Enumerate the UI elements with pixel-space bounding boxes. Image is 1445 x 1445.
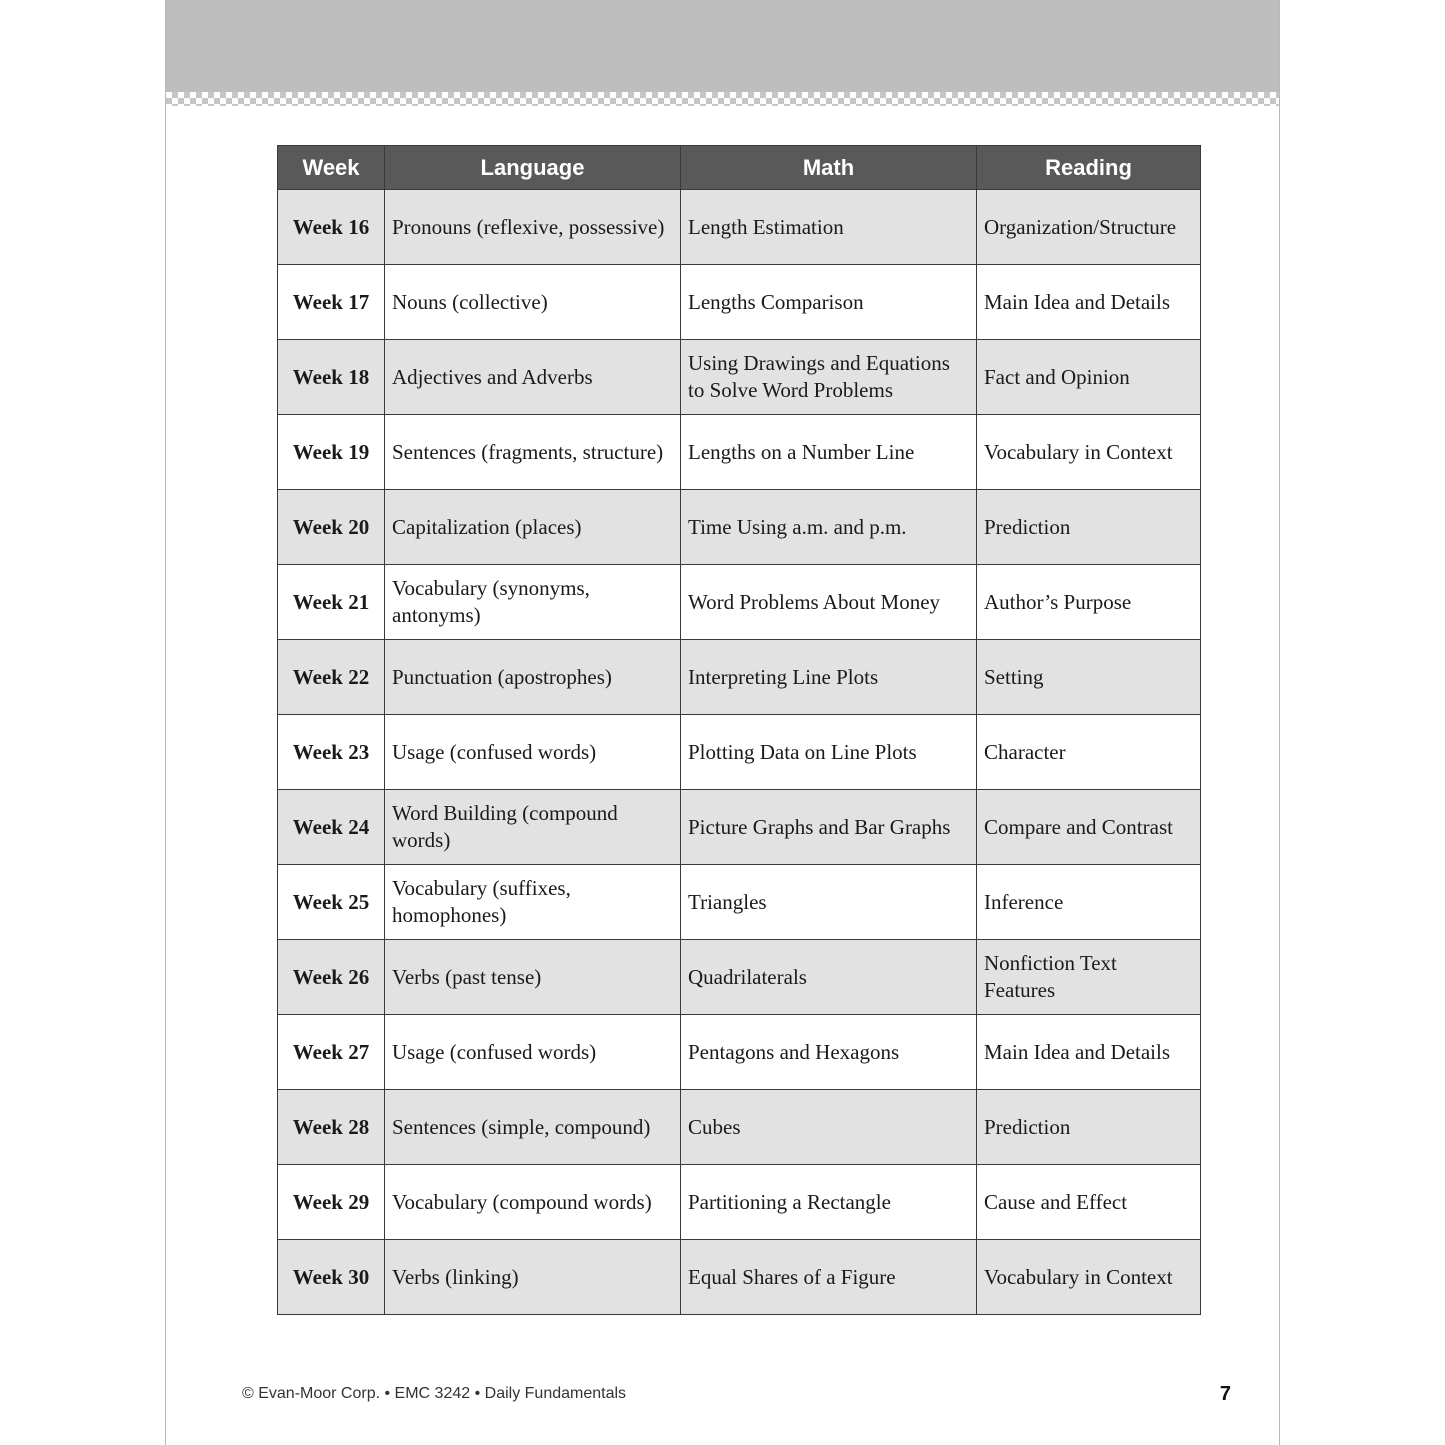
reading-cell: Setting xyxy=(977,640,1201,715)
language-cell: Word Building (compound words) xyxy=(385,790,681,865)
reading-cell: Fact and Opinion xyxy=(977,340,1201,415)
math-cell: Lengths Comparison xyxy=(681,265,977,340)
week-cell: Week 18 xyxy=(278,340,385,415)
reading-cell: Character xyxy=(977,715,1201,790)
math-cell: Plotting Data on Line Plots xyxy=(681,715,977,790)
header-week: Week xyxy=(278,146,385,190)
table-row xyxy=(278,715,1201,790)
language-cell: Capitalization (places) xyxy=(385,490,681,565)
math-cell: Picture Graphs and Bar Graphs xyxy=(681,790,977,865)
week-cell: Week 17 xyxy=(278,265,385,340)
reading-cell: Inference xyxy=(977,865,1201,940)
page-number: 7 xyxy=(1219,1383,1231,1405)
table-row xyxy=(278,640,1201,715)
language-cell: Vocabulary (compound words) xyxy=(385,1165,681,1240)
table-row xyxy=(278,490,1201,565)
language-cell: Verbs (linking) xyxy=(385,1240,681,1315)
language-cell: Adjectives and Adverbs xyxy=(385,340,681,415)
table-row xyxy=(278,190,1201,265)
week-cell: Week 24 xyxy=(278,790,385,865)
math-cell: Interpreting Line Plots xyxy=(681,640,977,715)
table-row xyxy=(278,1240,1201,1315)
language-cell: Verbs (past tense) xyxy=(385,940,681,1015)
week-cell: Week 28 xyxy=(278,1090,385,1165)
table-row xyxy=(278,265,1201,340)
language-cell: Punctuation (apostrophes) xyxy=(385,640,681,715)
week-cell: Week 20 xyxy=(278,490,385,565)
language-cell: Sentences (simple, compound) xyxy=(385,1090,681,1165)
decorative-pattern-border xyxy=(166,92,1279,106)
week-cell: Week 27 xyxy=(278,1015,385,1090)
language-cell: Usage (confused words) xyxy=(385,1015,681,1090)
reading-cell: Nonfiction Text Features xyxy=(977,940,1201,1015)
reading-cell: Vocabulary in Context xyxy=(977,1240,1201,1315)
math-cell: Quadrilaterals xyxy=(681,940,977,1015)
table-row xyxy=(278,1015,1201,1090)
table-row xyxy=(278,340,1201,415)
table-row xyxy=(278,790,1201,865)
math-cell: Pentagons and Hexagons xyxy=(681,1015,977,1090)
math-cell: Equal Shares of a Figure xyxy=(681,1240,977,1315)
table-header-row xyxy=(278,146,1201,190)
week-cell: Week 16 xyxy=(278,190,385,265)
week-cell: Week 22 xyxy=(278,640,385,715)
language-cell: Sentences (fragments, structure) xyxy=(385,415,681,490)
reading-cell: Main Idea and Details xyxy=(977,1015,1201,1090)
table-row xyxy=(278,1165,1201,1240)
week-cell: Week 19 xyxy=(278,415,385,490)
table-body xyxy=(278,190,1201,1315)
table-row xyxy=(278,865,1201,940)
week-cell: Week 25 xyxy=(278,865,385,940)
reading-cell: Main Idea and Details xyxy=(977,265,1201,340)
math-cell: Length Estimation xyxy=(681,190,977,265)
weekly-skills-table xyxy=(277,145,1201,1315)
math-cell: Time Using a.m. and p.m. xyxy=(681,490,977,565)
language-cell: Vocabulary (synonyms, antonyms) xyxy=(385,565,681,640)
math-cell: Using Drawings and Equations to Solve Word Problems xyxy=(681,340,977,415)
table-row xyxy=(278,1090,1201,1165)
language-cell: Nouns (collective) xyxy=(385,265,681,340)
week-cell: Week 30 xyxy=(278,1240,385,1315)
language-cell: Vocabulary (suffixes, homophones) xyxy=(385,865,681,940)
reading-cell: Organization/Structure xyxy=(977,190,1201,265)
reading-cell: Vocabulary in Context xyxy=(977,415,1201,490)
math-cell: Lengths on a Number Line xyxy=(681,415,977,490)
table-row xyxy=(278,940,1201,1015)
reading-cell: Prediction xyxy=(977,490,1201,565)
reading-cell: Prediction xyxy=(977,1090,1201,1165)
math-cell: Word Problems About Money xyxy=(681,565,977,640)
math-cell: Triangles xyxy=(681,865,977,940)
table-row xyxy=(278,415,1201,490)
header-band xyxy=(166,0,1279,92)
footer-copyright: © Evan-Moor Corp. • EMC 3242 • Daily Fundamentals xyxy=(242,1385,627,1402)
header-math: Math xyxy=(681,146,977,190)
week-cell: Week 23 xyxy=(278,715,385,790)
header-language: Language xyxy=(385,146,681,190)
reading-cell: Compare and Contrast xyxy=(977,790,1201,865)
table-row xyxy=(278,565,1201,640)
math-cell: Partitioning a Rectangle xyxy=(681,1165,977,1240)
week-cell: Week 29 xyxy=(278,1165,385,1240)
reading-cell: Author’s Purpose xyxy=(977,565,1201,640)
header-reading: Reading xyxy=(977,146,1201,190)
week-cell: Week 21 xyxy=(278,565,385,640)
week-cell: Week 26 xyxy=(278,940,385,1015)
math-cell: Cubes xyxy=(681,1090,977,1165)
language-cell: Usage (confused words) xyxy=(385,715,681,790)
language-cell: Pronouns (reflexive, possessive) xyxy=(385,190,681,265)
reading-cell: Cause and Effect xyxy=(977,1165,1201,1240)
document-page xyxy=(165,0,1280,1445)
